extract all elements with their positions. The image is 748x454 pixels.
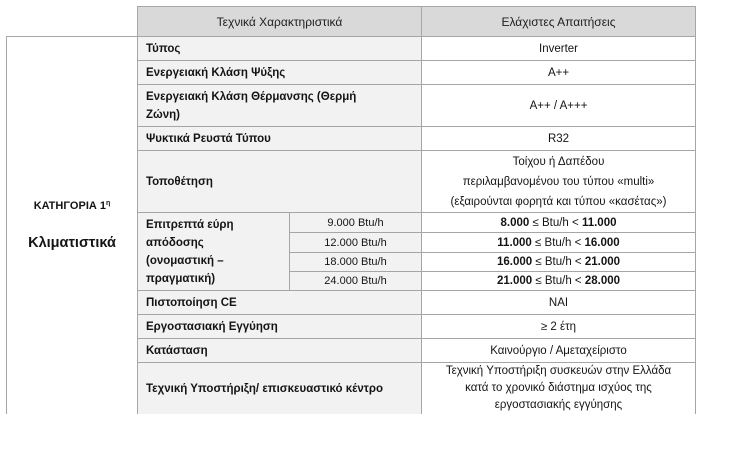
- value-line: περιλαμβανομένου του τύπου «multi»: [462, 175, 655, 188]
- range-mid: ≤ Btu/h <: [532, 216, 579, 229]
- category-label-superscript: η: [106, 200, 111, 207]
- feature-cell-heating-class: [137, 84, 421, 126]
- feature-label-line: πραγματική): [146, 272, 216, 285]
- category-name: Κλιματιστικά: [28, 235, 116, 251]
- range-low: 8.000: [500, 216, 530, 229]
- nominal-capacity-cell: [289, 271, 421, 290]
- feature-label-installation: Τοποθέτηση: [146, 175, 213, 188]
- nominal-capacity-cell: [289, 212, 421, 232]
- value-line: Τοίχου ή Δαπέδου: [512, 155, 605, 168]
- capacity-range: [500, 217, 616, 229]
- feature-cell-capacity-ranges: [137, 212, 289, 290]
- category-cell: [6, 36, 137, 414]
- header-requirements-label: Ελάχιστες Απαιτήσεις: [501, 14, 616, 29]
- value-line: Τεχνική Υποστήριξη συσκευών στην Ελλάδα: [445, 365, 672, 377]
- capacity-range-cell: [421, 232, 696, 252]
- range-low: 16.000: [496, 256, 533, 268]
- nominal-capacity-cell: [289, 252, 421, 271]
- value-refrigerant: R32: [547, 132, 570, 145]
- value-line: (εξαιρούνται φορητά και τύπου «κασέτας»): [450, 195, 667, 208]
- feature-cell-type: [137, 36, 421, 60]
- feature-label-condition: Κατάσταση: [146, 344, 208, 357]
- feature-label-line: Ζώνη): [146, 108, 180, 121]
- capacity-range: [497, 275, 620, 287]
- range-high: 11.000: [581, 216, 617, 229]
- value-cell-support: [421, 362, 696, 414]
- range-mid: ≤ Btu/h <: [535, 256, 582, 268]
- feature-label-refrigerant: Ψυκτικά Ρευστά Τύπου: [146, 132, 271, 145]
- range-low: 21.000: [496, 275, 533, 287]
- feature-label-warranty: Εργοστασιακή Εγγύηση: [146, 320, 278, 333]
- feature-label-line: Ενεργειακή Κλάση Θέρμανσης (Θερμή: [146, 90, 357, 103]
- value-cell-condition: [421, 338, 696, 362]
- feature-label-support: Τεχνική Υποστήριξη/ επισκευαστικό κέντρο: [146, 382, 383, 395]
- feature-label-line: Επιτρεπτά εύρη: [146, 218, 234, 231]
- value-cell-heating-class: [421, 84, 696, 126]
- value-cell-type: [421, 36, 696, 60]
- capacity-range: [497, 237, 619, 249]
- value-cell-installation: [421, 150, 696, 212]
- feature-label-type: Τύπος: [146, 42, 181, 55]
- capacity-range-cell: [421, 212, 696, 232]
- nominal-capacity-cell: [289, 232, 421, 252]
- header-cell-requirements: [421, 6, 696, 36]
- feature-cell-cooling-class: [137, 60, 421, 84]
- feature-cell-ce: [137, 290, 421, 314]
- category-label: [7, 199, 137, 213]
- feature-cell-support: [137, 362, 421, 414]
- capacity-range-cell: [421, 252, 696, 271]
- value-heating-class: A++ / A+++: [529, 99, 588, 112]
- range-high: 16.000: [584, 236, 620, 249]
- range-high: 28.000: [584, 275, 621, 287]
- value-line: κατά το χρονικό διάστημα ισχύος της: [465, 382, 652, 394]
- range-high: 21.000: [584, 256, 621, 268]
- feature-cell-refrigerant: [137, 126, 421, 150]
- value-cell-warranty: [421, 314, 696, 338]
- value-installation: [451, 152, 667, 212]
- category-label-text: ΚΑΤΗΓΟΡΙΑ 1: [33, 200, 107, 212]
- feature-cell-warranty: [137, 314, 421, 338]
- value-cell-refrigerant: [421, 126, 696, 150]
- value-condition: Καινούργιο / Αμεταχείριστο: [490, 344, 627, 357]
- capacity-range-cell: [421, 271, 696, 290]
- value-cell-cooling-class: [421, 60, 696, 84]
- value-cooling-class: A++: [547, 66, 570, 79]
- value-warranty: ≥ 2 έτη: [540, 320, 577, 333]
- capacity-range: [497, 256, 620, 268]
- feature-label-capacity-ranges: [146, 216, 234, 288]
- feature-cell-installation: [137, 150, 421, 212]
- feature-label-ce: Πιστοποίηση CE: [146, 296, 237, 309]
- feature-label-line: (ονομαστική –: [146, 254, 224, 267]
- nominal-capacity: 12.000 Btu/h: [324, 236, 387, 249]
- nominal-capacity: 24.000 Btu/h: [324, 275, 387, 287]
- range-low: 11.000: [497, 236, 532, 249]
- value-support: [446, 363, 671, 414]
- value-line: εργοστασιακής εγγύησης: [494, 399, 623, 411]
- value-type: Inverter: [539, 42, 578, 55]
- feature-label-heating-class: [146, 88, 356, 124]
- feature-label-cooling-class: Ενεργειακή Κλάση Ψύξης: [146, 66, 286, 79]
- value-ce: ΝΑΙ: [548, 296, 569, 309]
- nominal-capacity: 18.000 Btu/h: [324, 256, 387, 268]
- header-cell-features: [137, 6, 421, 36]
- range-mid: ≤ Btu/h <: [535, 236, 582, 249]
- feature-label-line: απόδοσης: [146, 236, 204, 249]
- value-cell-ce: [421, 290, 696, 314]
- header-features-label: Τεχνικά Χαρακτηριστικά: [216, 14, 343, 29]
- feature-cell-condition: [137, 338, 421, 362]
- range-mid: ≤ Btu/h <: [535, 275, 582, 287]
- nominal-capacity: 9.000 Btu/h: [327, 216, 384, 229]
